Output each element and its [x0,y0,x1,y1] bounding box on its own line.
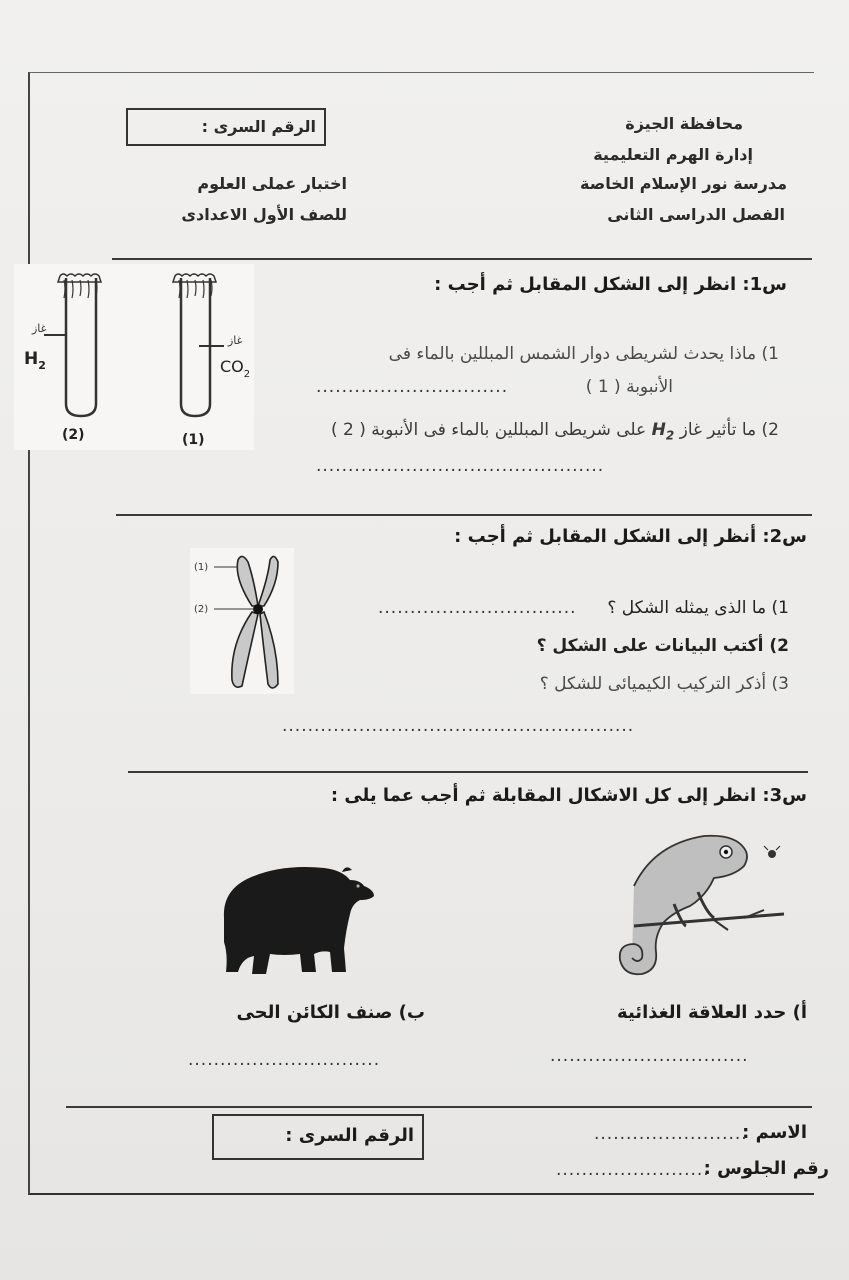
page-frame [28,72,814,1195]
q3-title: س3: انظر إلى كل الاشكال المقابلة ثم أجب عما يلى : [330,785,807,806]
q2-item1: 1) ما الذى يمثله الشكل ؟ [607,598,789,618]
tube-1-gas-word: غاز [228,334,243,347]
seat-number-label: رقم الجلوس : [703,1158,829,1179]
seat-number-field[interactable]: ........................ [556,1160,710,1180]
governorate: محافظة الجيزة [625,114,743,133]
q1-item1-line1: 1) ماذا يحدث لشريطى دوار الشمس المبللين بالماء فى [388,344,779,364]
name-label: الاسم : [742,1122,807,1143]
test-tubes-figure [14,264,254,450]
secret-number-label-bottom: الرقم السرى : [285,1125,414,1146]
divider-3 [128,771,808,773]
school-name: مدرسة نور الإسلام الخاصة [580,174,787,193]
q3-part-a: أ) حدد العلاقة الغذائية [617,1002,807,1023]
name-field[interactable]: ........................ [594,1124,748,1144]
q1-item1-line2: الأنبوبة ( 1 ) [585,377,673,397]
tube-2-gas-word: غاز [32,322,47,335]
chromosome-label-2: (2) [194,604,209,615]
q2-item1-answer[interactable]: ............................... [378,598,577,618]
administration: إدارة الهرم التعليمية [593,145,753,164]
q3-part-b-answer[interactable]: .............................. [188,1050,381,1070]
exam-title: اختبار عملى العلوم [197,174,347,193]
divider-4 [66,1106,812,1108]
q3-part-b: ب) صنف الكائن الحى [236,1002,425,1023]
tube-1-gas: $CO_2$ [220,357,251,380]
term: الفصل الدراسى الثانى [607,205,785,224]
q2-title: س2: أنظر إلى الشكل المقابل ثم أجب : [454,526,807,547]
q2-item2: 2) أكتب البيانات على الشكل ؟ [536,636,789,656]
q3-part-a-answer[interactable]: ............................... [550,1046,749,1066]
q1-title: س1: انظر إلى الشكل المقابل ثم أجب : [434,274,787,295]
q1-item1-answer[interactable]: .............................. [316,377,509,397]
chromosome [232,556,278,688]
secret-number-box-bottom[interactable] [212,1114,424,1160]
chromosome-figure [190,548,294,694]
grade: للصف الأول الاعدادى [181,205,347,224]
q1-item2: 2) ما تأثير غاز $H_2$ على شريطى المبللين بالماء فى الأنبوبة ( 2 ) [330,420,779,443]
test-tube-1 [173,274,224,416]
divider-2 [116,514,812,516]
bear-image [214,858,380,980]
chameleon-image [594,826,790,982]
q2-item3-answer[interactable]: ....................................................... [282,716,635,736]
q2-item3: 3) أذكر التركيب الكيميائى للشكل ؟ [539,674,789,694]
tube-2-gas: $H_2$ [24,349,46,372]
q1-item2-answer[interactable]: ............................................. [316,456,605,476]
h2-inline: $H_2$ [651,420,675,443]
chromosome-label-1: (1) [194,562,209,573]
divider-1 [112,258,812,260]
secret-number-label-top: الرقم السرى : [201,117,316,136]
tube-1-label: (1) [182,432,205,448]
secret-number-box-top[interactable] [126,108,326,146]
test-tube-2 [44,274,101,416]
tube-2-label: (2) [62,427,85,443]
